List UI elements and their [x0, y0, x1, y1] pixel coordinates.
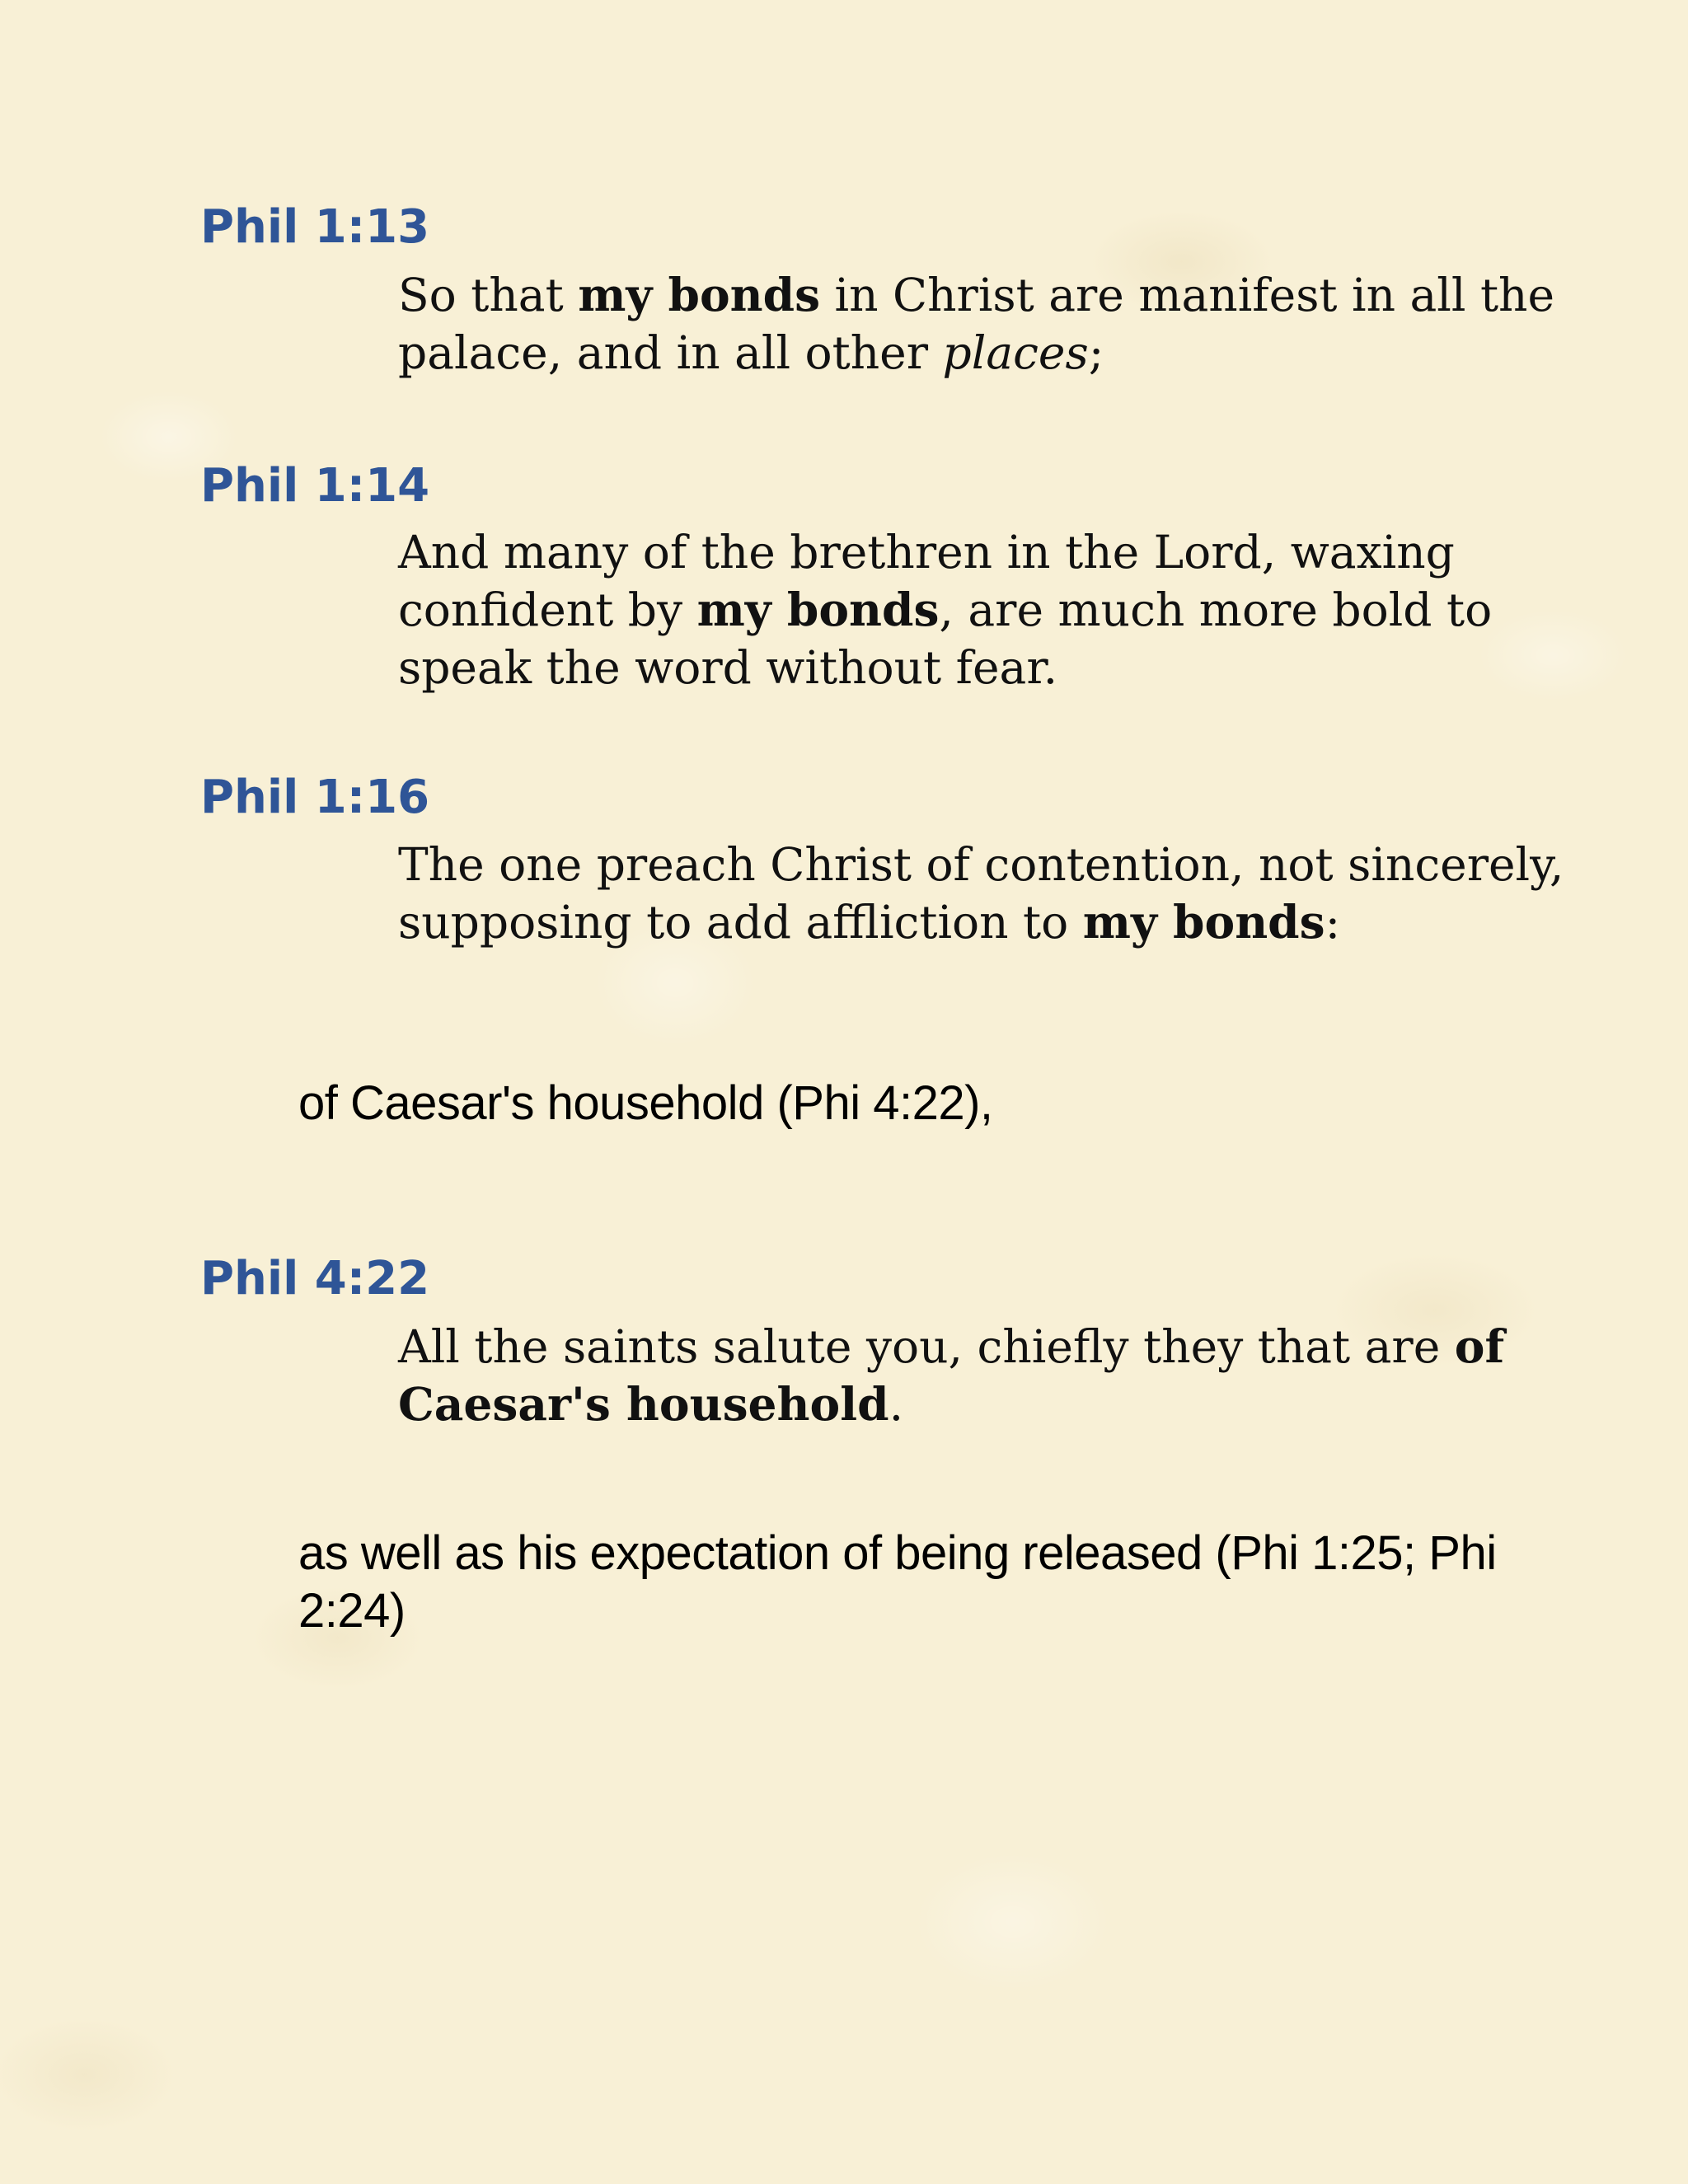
verse-reference: Phil 1:16 [200, 771, 430, 824]
verse-text-segment: And many of the brethren in the Lord, waxing confident by [398, 526, 1455, 636]
verse-text-segment: , are much more bold to speak the word without fear. [398, 583, 1493, 694]
commentary-note: as well as his expectation of being released (Phi 1:25; Phi 2:24) [298, 1526, 1497, 1638]
verse-text-segment: ; [1088, 326, 1104, 379]
verse-text-segment: So that [398, 269, 579, 321]
verse-text [398, 1318, 1568, 1433]
emphasis-bold: my bonds [696, 583, 940, 636]
verse-reference: Phil 1:13 [200, 200, 430, 254]
emphasis-bold: of Caesar's household [398, 1319, 1505, 1431]
commentary-note: of Caesar's household (Phi 4:22), [298, 1076, 993, 1130]
verse-text-segment: . [889, 1378, 904, 1431]
verse-text-segment: in Christ are manifest in all the palace, and in all other [398, 269, 1555, 379]
emphasis-bold: my bonds [578, 268, 821, 321]
verse-text [398, 523, 1568, 696]
verse-reference: Phil 4:22 [200, 1252, 430, 1305]
verse-text [398, 836, 1568, 951]
verse-text-segment: All the saints salute you, chiefly they that are [398, 1320, 1455, 1373]
verse-text [398, 266, 1568, 382]
verse-text-segment: : [1325, 896, 1341, 949]
verse-reference: Phil 1:14 [200, 459, 430, 513]
emphasis-italic: places [942, 326, 1089, 379]
emphasis-bold: my bonds [1082, 895, 1325, 949]
verse-text-segment: The one preach Christ of contention, not sincerely, supposing to add affliction to [398, 838, 1564, 949]
